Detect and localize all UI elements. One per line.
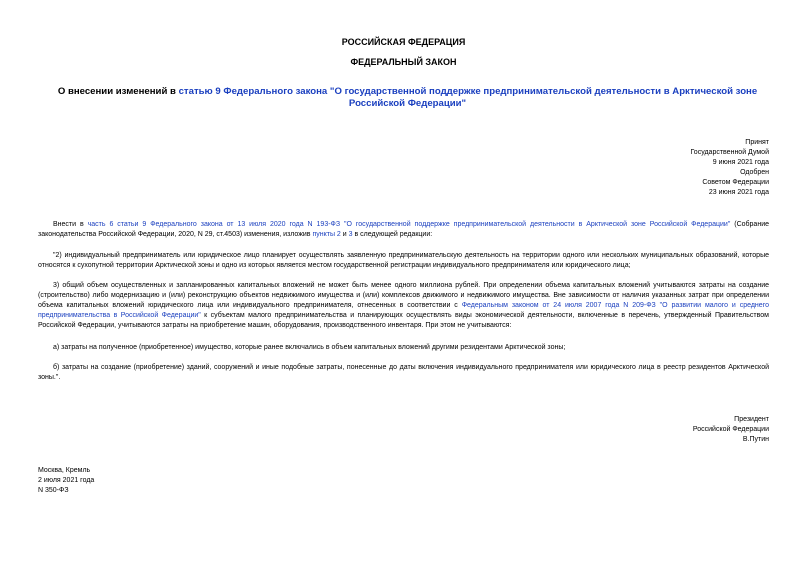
- point-2-paragraph: "2) индивидуальный предприниматель или юридическое лицо планирует осуществлять заявленную предпринимательскую деятельность на территории одного или нескольких муниципальных образований, которые относятся к сухопутной территории Арктической зоны и одно из которых является местом государственной регистрации индивидуального предпринимателя или юридического лица;: [38, 252, 769, 269]
- intro-text-4: в следующей редакции:: [352, 231, 433, 238]
- subpoint-a-paragraph: а) затраты на полученное (приобретенное) имущество, которые ранее включались в объем капитальных вложений другими резидентами Арктической зоны;: [53, 344, 566, 351]
- law-title-link[interactable]: статью 9 Федерального закона "О государственной поддержке предпринимательской деятельности в Арктической зоне Российской Федерации": [178, 86, 758, 109]
- signature-name: В.Путин: [742, 436, 769, 443]
- intro-link-point-3[interactable]: 3: [348, 231, 353, 238]
- footer-date: 2 июля 2021 года: [38, 477, 95, 484]
- duma-date: 9 июня 2021 года: [712, 159, 769, 166]
- duma-label: Государственной Думой: [690, 149, 769, 156]
- law-title-prefix: О внесении изменений в: [57, 86, 179, 97]
- law-type-heading: ФЕДЕРАЛЬНЫЙ ЗАКОН: [350, 57, 457, 67]
- intro-link-article[interactable]: часть 6 статьи 9 Федерального закона от 13 июля 2020 года N 193-ФЗ "О государственной поддержке предпринимательской деятельности в Арктической зоне Российской Федерации": [87, 221, 731, 228]
- signature-block: [693, 415, 769, 445]
- intro-text-3: и: [340, 231, 349, 238]
- intro-paragraph: [38, 220, 769, 240]
- intro-link-point-2[interactable]: пункты 2: [312, 231, 341, 238]
- point-3-paragraph: [38, 281, 769, 331]
- footer-number: N 350-ФЗ: [38, 487, 69, 494]
- council-date: 23 июня 2021 года: [708, 189, 769, 196]
- footer-place: Москва, Кремль: [38, 467, 91, 474]
- signature-title: Президент: [734, 416, 769, 423]
- signature-country: Российской Федерации: [692, 426, 769, 433]
- footer-block: [38, 466, 94, 496]
- point-3-text-2: к субъектам малого предпринимательства и планирующих осуществлять виды экономической деятельности, включенные в перечень, утвержденный Правительством Российской Федерации, учитываются затраты на приобретение машин, оборудования, производственного инвентаря. При этом не учитываются:: [38, 312, 769, 329]
- point-3-text-1: 3) общий объем осуществленных и запланированных капитальных вложений не может быть менее одного миллиона рублей. При определении объема капитальных вложений учитываются затраты на создание (строительство) либо модернизацию и (или) реконструкцию объектов недвижимого имущества и (или) комплексов движимого и недвижимого имущества. Вне зависимости от наличия указанных затрат при определении объема капитальных вложений юридического лица или индивидуального предпринимателя, отнесенных в соответствии с: [38, 282, 769, 309]
- adoption-block: [690, 138, 769, 198]
- accepted-label: Принят: [745, 139, 769, 146]
- point-3-link-law[interactable]: Федеральным законом от 24 июля 2007 года N 209-ФЗ "О развитии малого и среднего предпринимательства в Российской Федерации": [38, 302, 769, 319]
- council-label: Советом Федерации: [702, 179, 769, 186]
- intro-text-2: (Собрание законодательства Российской Федерации, 2020, N 29, ст.4503) изменения, изложив: [38, 221, 769, 238]
- approved-label: Одобрен: [740, 169, 769, 176]
- federation-heading: РОССИЙСКАЯ ФЕДЕРАЦИЯ: [341, 37, 466, 47]
- law-title: [50, 86, 765, 110]
- subpoint-b-paragraph: б) затраты на создание (приобретение) зданий, сооружений и иные подобные затраты, понесенные до даты включения индивидуального предпринимателя или юридического лица в реестр резидентов Арктической зоны.".: [38, 364, 769, 381]
- intro-text-1: Внести в: [53, 221, 88, 228]
